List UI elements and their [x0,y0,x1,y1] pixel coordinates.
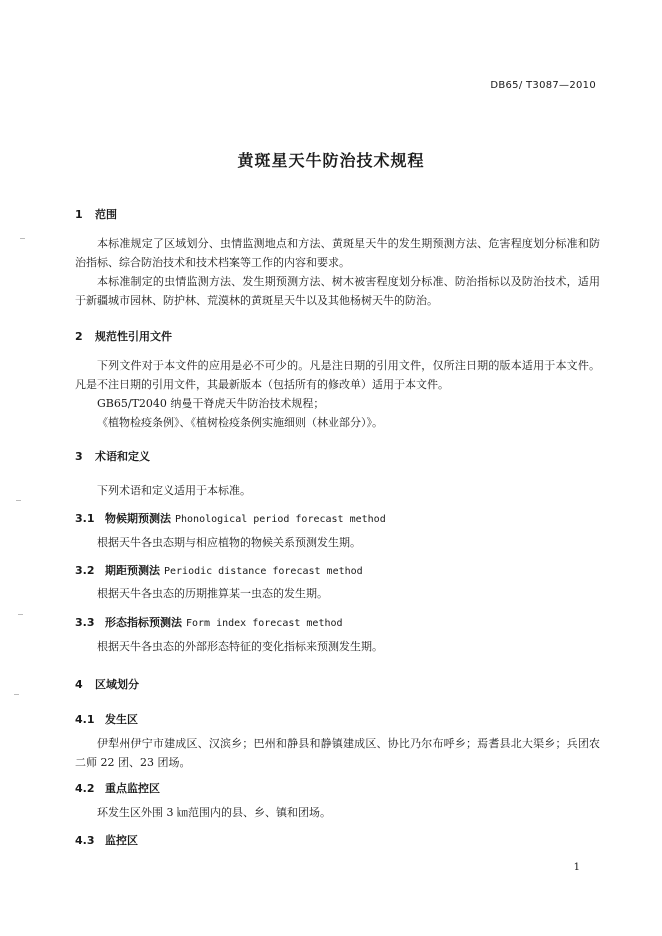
section-3-intro: 下列术语和定义适用于本标准。 [97,484,251,497]
standard-code: DB65/ T3087—2010 [490,80,596,91]
scan-speck [16,500,21,501]
subsection-number: 4.3 [75,834,95,847]
subsection-number: 4.2 [75,782,95,795]
section-number: 2 [75,330,83,343]
subsection-4-1-heading [75,711,138,727]
scan-speck [20,238,25,239]
term-name: 形态指标预测法 [105,616,182,629]
term-english: Phonological period forecast method [175,514,386,525]
term-number: 3.3 [75,616,95,629]
section-1-paragraph-1: 本标准规定了区域划分、虫情监测地点和方法、黄斑星天牛的发生期预测方法、危害程度划分标准和防治指标、综合防治技术和技术档案等工作的内容和要求。 [75,237,600,269]
subsection-4-1-text: 伊犁州伊宁市建成区、汉滨乡；巴州和静县和静镇建成区、协比乃尔布呼乡；焉耆县北大渠乡；兵团农二师 22 团、23 团场。 [75,737,600,769]
term-english: Form index forecast method [186,618,343,629]
section-number: 4 [75,678,83,691]
term-3-1-definition: 根据天牛各虫态期与相应植物的物候关系预测发生期。 [97,536,361,549]
term-3-1-heading [75,510,386,526]
section-2-heading [75,328,172,344]
section-title: 区域划分 [95,678,139,691]
subsection-4-2-heading [75,780,160,796]
section-title: 术语和定义 [95,450,150,463]
subsection-4-2-text: 环发生区外围 3 ㎞范围内的县、乡、镇和团场。 [97,806,331,819]
term-english: Periodic distance forecast method [164,566,363,577]
term-3-3-heading [75,614,343,630]
term-3-2-heading [75,562,363,578]
term-name: 物候期预测法 [105,512,171,525]
section-title: 规范性引用文件 [95,330,172,343]
section-number: 1 [75,208,83,221]
section-3-heading [75,448,150,464]
section-1-heading [75,206,117,222]
subsection-4-3-heading [75,832,138,848]
term-name: 期距预测法 [105,564,160,577]
subsection-title: 发生区 [105,713,138,726]
scan-speck [18,614,23,615]
reference-item: GB65/T2040 纳曼干脊虎天牛防治技术规程； [97,397,325,410]
section-title: 范围 [95,208,117,221]
section-number: 3 [75,450,83,463]
section-1-paragraph-2: 本标准制定的虫情监测方法、发生期预测方法、树木被害程度划分标准、防治指标以及防治技术，适用于新疆城市园林、防护林、荒漠林的黄斑星天牛以及其他杨树天牛的防治。 [75,275,600,307]
document-title: 黄斑星天牛防治技术规程 [237,151,425,170]
term-number: 3.1 [75,512,95,525]
subsection-title: 重点监控区 [105,782,160,795]
term-3-2-definition: 根据天牛各虫态的历期推算某一虫态的发生期。 [97,587,328,600]
subsection-number: 4.1 [75,713,95,726]
scan-speck [14,694,19,695]
term-number: 3.2 [75,564,95,577]
term-3-3-definition: 根据天牛各虫态的外部形态特征的变化指标来预测发生期。 [97,640,383,653]
page-number: 1 [573,862,580,873]
section-2-paragraph: 下列文件对于本文件的应用是必不可少的。凡是注日期的引用文件，仅所注日期的版本适用于本文件。凡是不注日期的引用文件，其最新版本（包括所有的修改单）适用于本文件。 [75,359,600,391]
reference-item: 《植物检疫条例》、《植树检疫条例实施细则（林业部分）》。 [97,416,383,429]
section-4-heading [75,676,139,692]
subsection-title: 监控区 [105,834,138,847]
